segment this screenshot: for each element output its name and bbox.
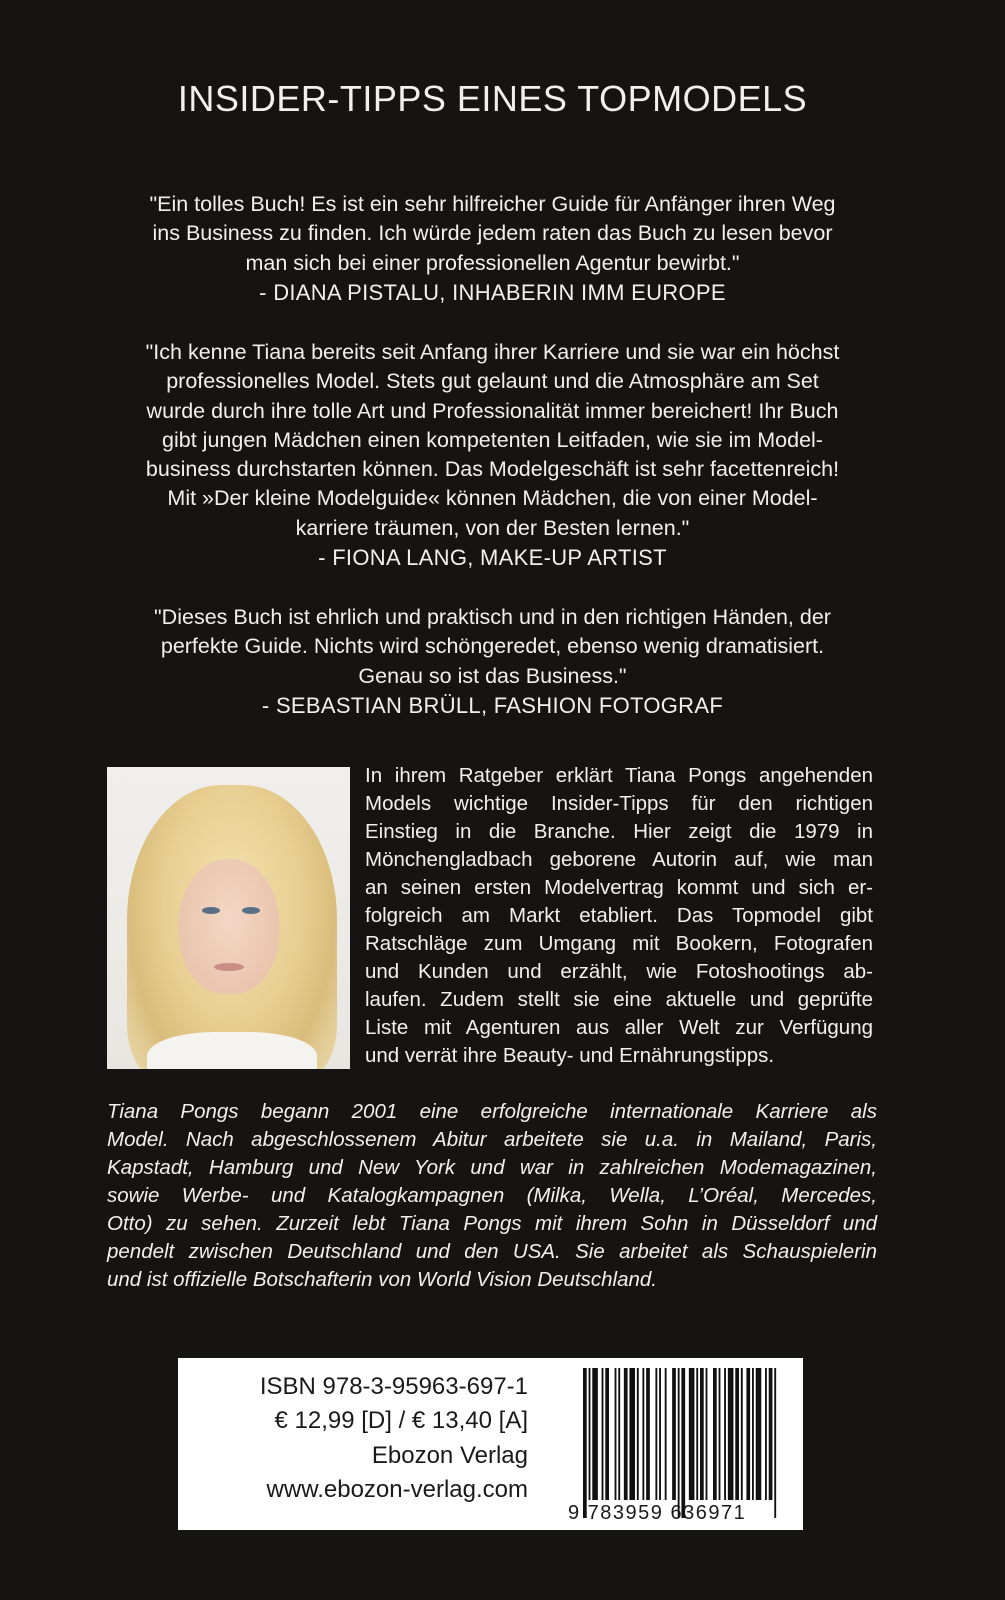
quote-line: perfekte Guide. Nichts wird schöngeredet, ebenso wenig dramatisiert. (160, 634, 825, 659)
text-line: Mönchengladbach geborene Autorin auf, wie man (365, 848, 873, 871)
barcode-bar (706, 1368, 708, 1500)
text-line: laufen. Zudem stellt sie eine aktuelle und geprüfte (365, 988, 873, 1011)
quote-line: "Ein tolles Buch! Es ist ein sehr hilfreicher Guide für Anfänger ihren Weg (149, 192, 836, 216)
barcode-bar (646, 1368, 650, 1500)
barcode-bar (583, 1368, 587, 1518)
barcode-bar (624, 1368, 628, 1500)
barcode (583, 1368, 778, 1518)
barcode-bar (696, 1368, 698, 1500)
text-line: Otto) zu sehen. Zurzeit lebt Tiana Pongs mit ihrem Sohn in Düsseldorf und (107, 1212, 877, 1235)
barcode-bar (642, 1368, 644, 1500)
text-line: und ist offizielle Botschafterin von World Vision Deutschland. (107, 1268, 657, 1291)
text-line: folgreich am Markt etabliert. Das Topmodel gibt (365, 904, 873, 927)
barcode-bar (689, 1368, 695, 1500)
author-bio (107, 1098, 877, 1294)
quote-line: "Ich kenne Tiana bereits seit Anfang ihrer Karriere und sie war ein höchst (145, 340, 840, 364)
text-line: sowie Werbe- und Katalogkampagnen (Milka, Wella, L’Oréal, Mercedes, (107, 1184, 877, 1207)
barcode-bar (765, 1368, 767, 1500)
quote-attribution: - DIANA PISTALU, INHABERIN IMM EUROPE (259, 279, 726, 305)
text-line: pendelt zwischen Deutschland und den USA. Sie arbeitet als Schauspielerin (107, 1240, 877, 1263)
barcode-bar (746, 1368, 750, 1500)
quote-line: wurde durch ihre tolle Art und Professionalität immer bereichert! Ihr Buch (146, 398, 839, 423)
quote-attribution: - FIONA LANG, MAKE-UP ARTIST (318, 545, 667, 571)
text-line: Liste mit Agenturen aus aller Welt zur Verfügung (365, 1016, 873, 1039)
text-line: Einstieg in die Branche. Hier zeigt die 1979 in (365, 820, 873, 843)
barcode-bar (728, 1368, 734, 1500)
barcode-bar (681, 1368, 685, 1518)
barcode-bar (735, 1368, 739, 1500)
barcode-bar (678, 1368, 680, 1518)
publisher-website: www.ebozon-verlag.com (266, 1475, 528, 1503)
text-line: Ratschläge zum Umgang mit Bookern, Fotografen (365, 932, 873, 955)
text-line: an seinen ersten Modelvertrag kommt und sich er- (365, 876, 873, 899)
barcode-bar (756, 1368, 762, 1500)
publisher-box (178, 1358, 803, 1530)
text-line: Kapstadt, Hamburg und New York und war in zahlreichen Modemagazinen, (107, 1156, 877, 1179)
barcode-bar (618, 1368, 620, 1500)
quote-line: professionelles Model. Stets gut gelaunt und die Atmosphäre am Set (166, 369, 819, 394)
barcode-bar (774, 1368, 776, 1518)
quote-line: "Dieses Buch ist ehrlich und praktisch und in den richtigen Händen, der (154, 605, 831, 629)
quote-line: karriere träumen, von der Besten lernen." (295, 515, 690, 540)
quote-line: Genau so ist das Business." (358, 663, 627, 688)
quote-1 (0, 190, 985, 307)
quote-line: business durchstarten können. Das Modelgeschäft ist sehr facettenreich! (145, 457, 840, 482)
book-description (365, 762, 873, 1070)
author-photo (107, 767, 350, 1069)
barcode-bar (719, 1368, 721, 1500)
barcode-bar (659, 1368, 661, 1500)
price: € 12,99 [D] / € 13,40 [A] (274, 1407, 528, 1435)
barcode-digits: 9 783959 636971 (568, 1502, 747, 1524)
barcode-bar (741, 1368, 743, 1500)
quote-line: ins Business zu finden. Ich würde jedem raten das Buch zu lesen bevor (152, 221, 833, 246)
barcode-bar (665, 1368, 667, 1500)
barcode-bar (592, 1368, 598, 1500)
isbn: ISBN 978-3-95963-697-1 (259, 1373, 528, 1400)
cover-title: INSIDER-TIPPS EINES TOPMODELS (177, 78, 808, 119)
text-line: Models wichtige Insider-Tipps für den richtigen (365, 792, 873, 815)
text-line: Model. Nach abgeschlossenem Abitur arbeitete sie u.a. in Mailand, Paris, (107, 1128, 877, 1151)
quote-line: gibt jungen Mädchen einen kompetenten Leitfaden, wie sie im Model- (162, 427, 823, 452)
text-line: und verrät ihre Beauty- und Ernährungstipps. (365, 1044, 775, 1067)
quote-line: Mit »Der kleine Modelguide« können Mädchen, die von einer Model- (167, 486, 818, 511)
barcode-bar (655, 1368, 657, 1500)
text-line: und Kunden und erzählt, wie Fotoshootings ab- (365, 960, 873, 983)
quote-attribution: - SEBASTIAN BRÜLL, FASHION FOTOGRAF (261, 692, 724, 718)
barcode-bar (713, 1368, 717, 1500)
publisher-name: Ebozon Verlag (371, 1441, 528, 1469)
barcode-bar (724, 1368, 726, 1500)
quote-3 (0, 603, 985, 720)
barcode-bar (602, 1368, 604, 1500)
barcode-bar (672, 1368, 676, 1500)
quote-2 (0, 338, 985, 572)
barcode-bar (769, 1368, 773, 1500)
text-line: In ihrem Ratgeber erklärt Tiana Pongs angehenden (365, 764, 873, 787)
quote-line: man sich bei einer professionellen Agentur bewirbt." (245, 250, 740, 275)
barcode-bar (615, 1368, 617, 1500)
barcode-bar (589, 1368, 591, 1500)
barcode-bar (700, 1368, 704, 1500)
barcode-bar (637, 1368, 639, 1500)
barcode-bar (629, 1368, 635, 1500)
text-line: Tiana Pongs begann 2001 eine erfolgreiche internationale Karriere als (107, 1100, 877, 1123)
barcode-bar (752, 1368, 754, 1500)
barcode-bar (605, 1368, 609, 1500)
